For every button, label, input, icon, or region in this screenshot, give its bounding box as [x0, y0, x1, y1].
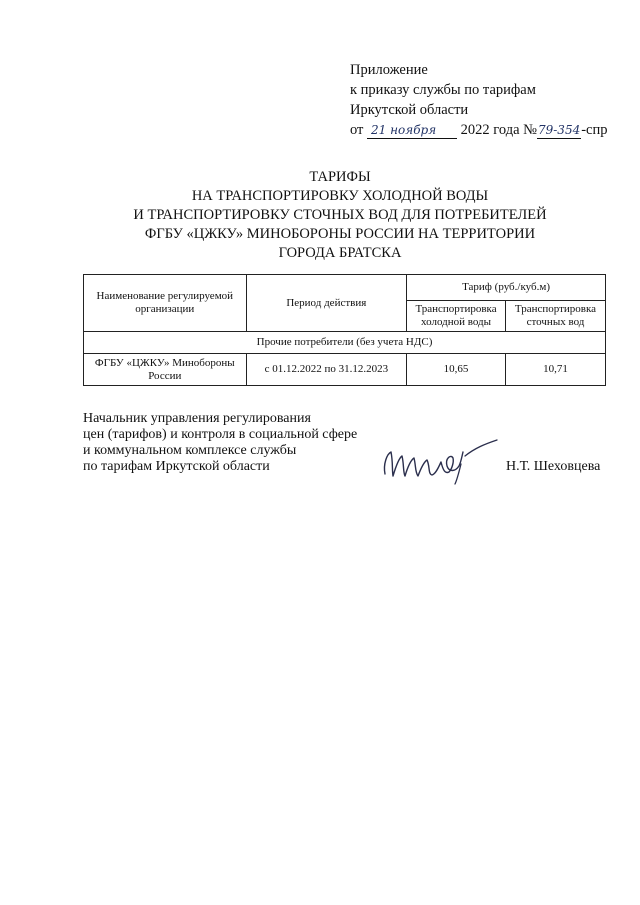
- annex-line-3: Иркутской области: [350, 102, 469, 118]
- tariffs-table: [83, 274, 606, 386]
- header-org: Наименование регулируемой организации: [84, 275, 247, 332]
- annex-header: [350, 60, 608, 140]
- annex-line-1: Приложение: [350, 62, 428, 78]
- cell-waste-water: 10,71: [506, 354, 606, 386]
- table-row: [84, 354, 606, 386]
- position-line-3: и коммунальном комплексе службы: [83, 443, 297, 458]
- signatory-position: [83, 411, 357, 475]
- header-cold-water: Транспортировка холодной воды: [407, 301, 506, 332]
- annex-line-2: к приказу службы по тарифам: [350, 82, 536, 98]
- date-handwritten: 21 ноября: [371, 123, 437, 137]
- document-title: [120, 168, 560, 263]
- title-line-1: ТАРИФЫ: [309, 169, 371, 185]
- handwritten-signature: [375, 436, 500, 491]
- title-line-4: ФГБУ «ЦЖКУ» МИНОБОРОНЫ РОССИИ НА ТЕРРИТОРИИ: [144, 226, 536, 242]
- number-suffix: -спр: [581, 122, 608, 138]
- signature-image: [375, 436, 500, 486]
- cell-period: с 01.12.2022 по 31.12.2023: [246, 354, 407, 386]
- header-period: Период действия: [246, 275, 407, 332]
- header-tariff: Тариф (руб./куб.м): [407, 275, 606, 301]
- header-waste-water: Транспортировка сточных вод: [506, 301, 606, 332]
- cell-org: ФГБУ «ЦЖКУ» Минобороны России: [84, 354, 247, 386]
- number-handwritten: 79-354: [537, 123, 581, 137]
- date-prefix: от: [350, 122, 364, 138]
- title-line-3: И ТРАНСПОРТИРОВКУ СТОЧНЫХ ВОД ДЛЯ ПОТРЕБИТЕЛЕЙ: [133, 207, 547, 223]
- title-line-2: НА ТРАНСПОРТИРОВКУ ХОЛОДНОЙ ВОДЫ: [191, 188, 489, 204]
- position-line-1: Начальник управления регулирования: [83, 411, 311, 426]
- annex-date-line: [350, 120, 608, 140]
- position-line-2: цен (тарифов) и контроля в социальной сфере: [83, 427, 358, 442]
- date-field: [367, 122, 457, 139]
- title-line-5: ГОРОДА БРАТСКА: [278, 245, 402, 261]
- signer-name: Н.Т. Шеховцева: [506, 459, 601, 474]
- cell-cold-water: 10,65: [407, 354, 506, 386]
- number-field: [537, 122, 581, 139]
- position-line-4: по тарифам Иркутской области: [83, 459, 270, 474]
- year-text: 2022 года №: [460, 122, 537, 138]
- group-label: Прочие потребители (без учета НДС): [84, 332, 606, 354]
